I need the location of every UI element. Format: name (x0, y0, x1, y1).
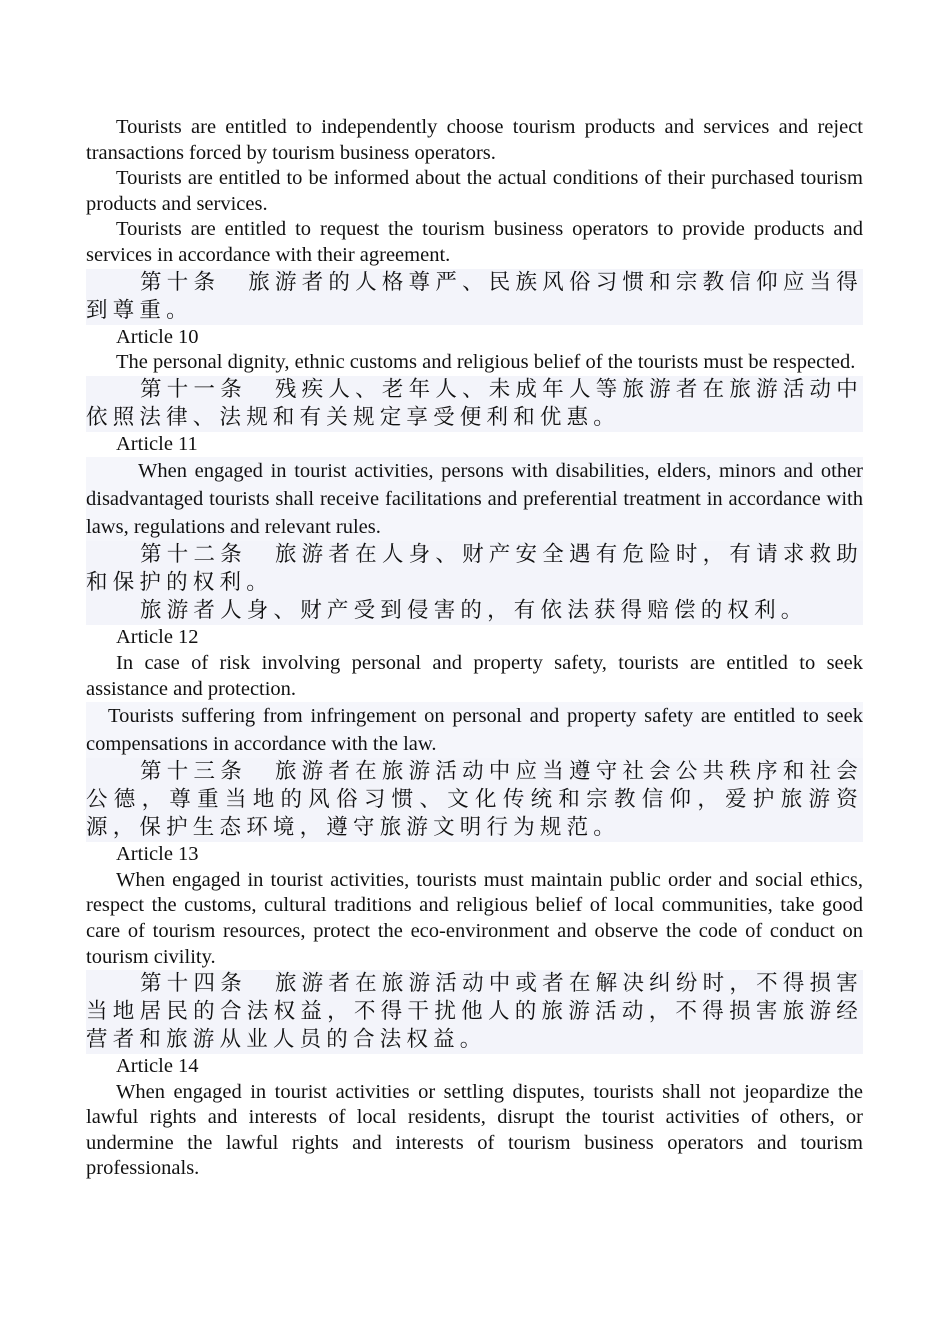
article-heading: Article 13 (116, 843, 199, 866)
article-heading: Article 10 (116, 325, 199, 348)
article-text-zh (86, 541, 863, 597)
paragraph-zh (86, 597, 863, 625)
article-text-zh (86, 758, 863, 842)
paragraph-text-zh: 旅游者在旅游活动中或者在解决纠纷时，不得损害当地居民的合法权益，不得干扰他人的旅游活动，不得损害旅游经营者和旅游从业人员的合法权益。 (86, 971, 863, 1053)
paragraph-text-zh: 旅游者在人身、财产安全遇有危险时，有请求救助和保护的权利。 (86, 542, 863, 596)
paragraph-text-zh: 残疾人、老年人、未成年人等旅游者在旅游活动中依照法律、法规和有关规定享受便利和优惠。 (86, 376, 863, 430)
article-heading: Article 12 (116, 626, 199, 649)
paragraph-en: The personal dignity, ethnic customs and religious belief of the tourists must be respected. (116, 351, 856, 374)
article-text-zh (86, 269, 863, 325)
article-text-zh (86, 376, 863, 432)
paragraph-en: In case of risk involving personal and property safety, tourists are entitled to seek assistance and protection. (86, 651, 863, 700)
paragraph-text-zh: 旅游者的人格尊严、民族风俗习惯和宗教信仰应当得到尊重。 (86, 269, 863, 323)
article-number-zh: 第十二条 (140, 542, 247, 568)
paragraph-text-zh: 旅游者在旅游活动中应当遵守社会公共秩序和社会公德，尊重当地的风俗习惯、文化传统和宗教信仰，爱护旅游资源，保护生态环境，遵守旅游文明行为规范。 (86, 759, 863, 841)
article-number-zh: 第十三条 (140, 759, 247, 785)
paragraph-en: When engaged in tourist activities, tourists must maintain public order and social ethics, respect the customs, cultural traditions and religious belief of local communities, take good care of tourism resources, protect the eco-environment and observe the code of conduct on tourism civility. (86, 868, 863, 968)
article-number-zh: 第十条 (140, 269, 221, 295)
paragraph-en: When engaged in tourist activities, persons with disabilities, elders, minors and other disadvantaged tourists shall receive facilitations and preferential treatment in accordance with laws, regulations and relevant rules. (86, 457, 863, 541)
article-text-zh (86, 970, 863, 1054)
article-heading: Article 14 (116, 1055, 199, 1078)
paragraph-en: Tourists are entitled to independently choose tourism products and services and reject transactions forced by tourism business operators. (86, 116, 863, 164)
paragraph-en: Tourists are entitled to be informed about the actual conditions of their purchased tourism products and services. (86, 167, 863, 215)
paragraph-en: Tourists are entitled to request the tourism business operators to provide products and services in accordance with their agreement. (86, 218, 863, 266)
paragraph-text-zh: 旅游者人身、财产受到侵害的，有依法获得赔偿的权利。 (140, 598, 808, 624)
article-number-zh: 第十四条 (140, 971, 247, 997)
document-body (86, 115, 863, 1182)
article-heading: Article 11 (116, 432, 198, 455)
paragraph-en: When engaged in tourist activities or settling disputes, tourists shall not jeopardize the lawful rights and interests of local residents, disrupt the tourist activities of others, or undermine the lawful rights and interests of tourism business operators and tourism professionals. (86, 1080, 863, 1180)
article-number-zh: 第十一条 (140, 376, 247, 402)
paragraph-en: Tourists suffering from infringement on personal and property safety are entitled to seek compensations in accordance with the law. (86, 702, 863, 758)
